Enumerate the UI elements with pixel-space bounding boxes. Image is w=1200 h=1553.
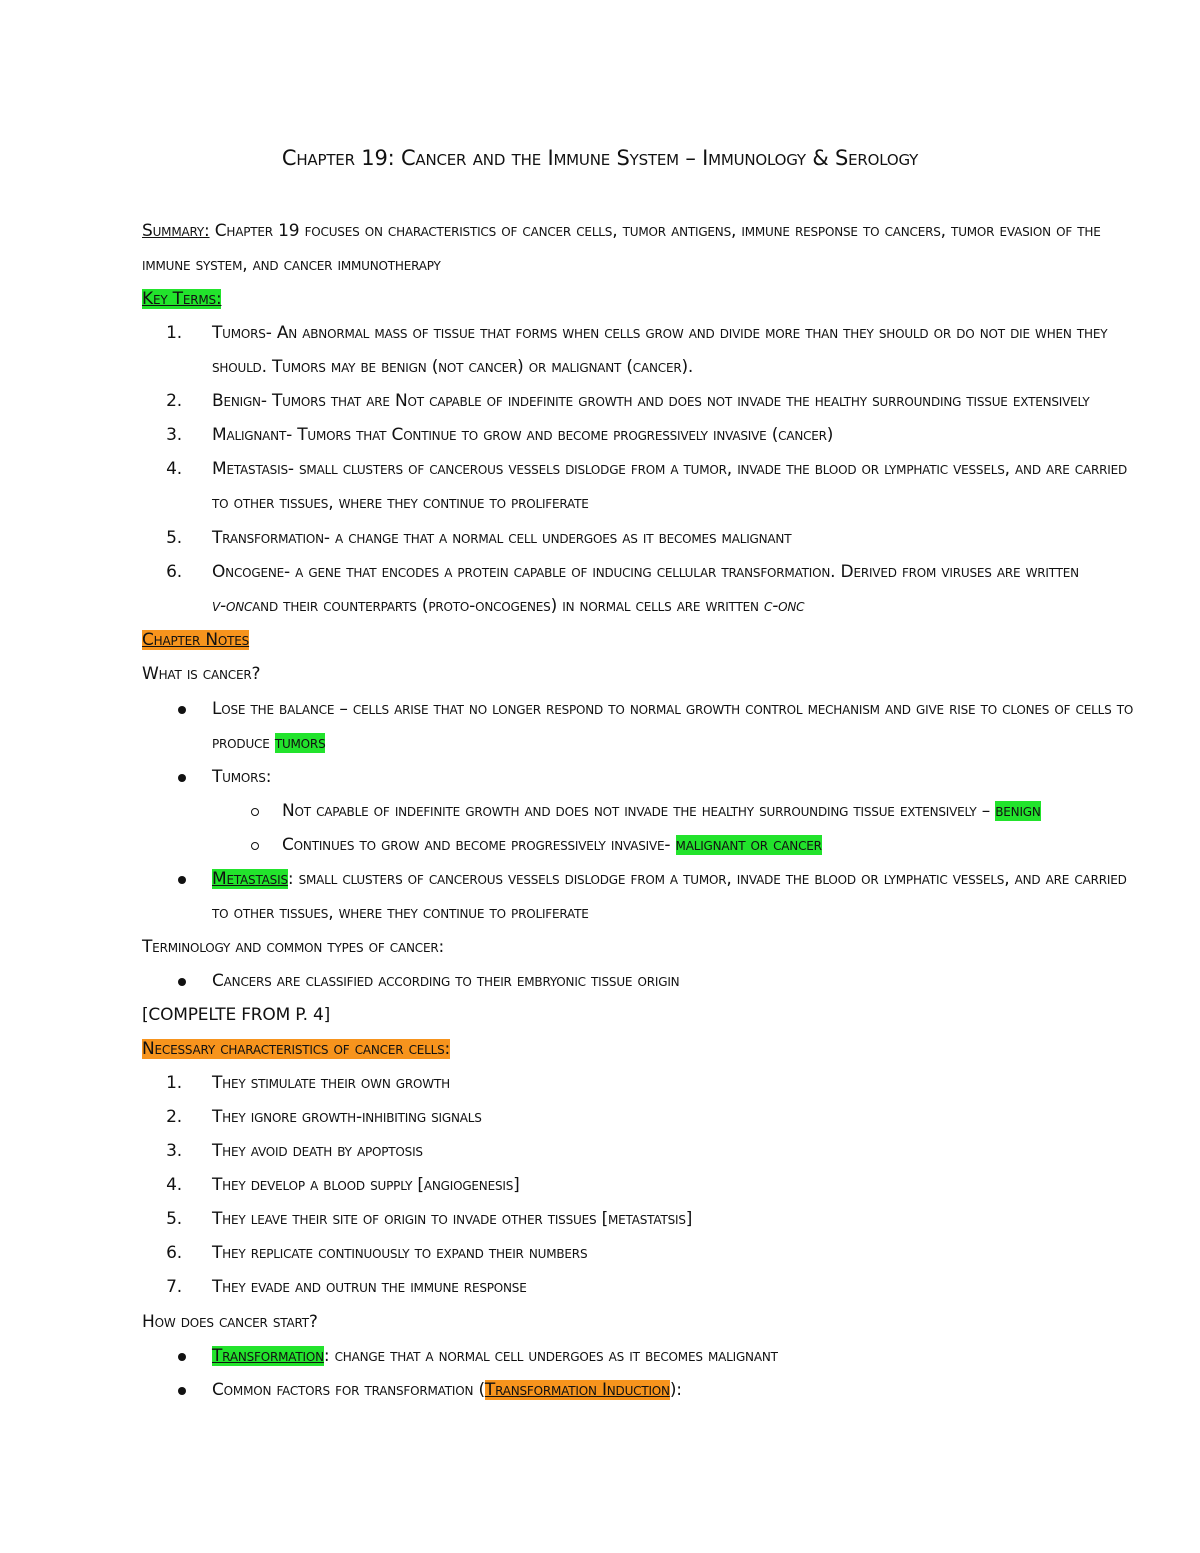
note-tumors: Tumors:: [212, 767, 272, 787]
bullet-icon: [178, 706, 186, 714]
complete-note: [COMPELTE FROM P. 4]: [142, 1005, 331, 1025]
cancer-start-question: How does cancer start?: [142, 1312, 318, 1332]
note-metastasis-line-2: to other tissues, where they continue to proliferate: [212, 903, 589, 923]
key-term-1-cont: should. Tumors may be benign (not cancer) or malignant (cancer).: [212, 357, 694, 377]
page-title: Chapter 19: Cancer and the Immune System – Immunology & Serology: [281, 146, 919, 170]
bullet-icon: [178, 978, 186, 986]
note-metastasis-line-1: Metastasis: small clusters of cancerous vessels dislodge from a tumor, invade the blood or lymphatic vessels, and are carried: [212, 869, 1127, 889]
terminology-question: Terminology and common types of cancer:: [142, 937, 444, 957]
bullet-icon: [178, 774, 186, 782]
key-term-6-cont: v-oncand their counterparts (proto-oncogenes) in normal cells are written c-onc: [212, 596, 805, 616]
note-transformation-factors: Common factors for transformation (Transformation Induction):: [212, 1380, 682, 1400]
key-term-4-cont: to other tissues, where they continue to proliferate: [212, 493, 589, 513]
characteristics-heading: Necessary characteristics of cancer cells:: [142, 1039, 451, 1059]
note-benign: Not capable of indefinite growth and does not invade the healthy surrounding tissue extensively – benign: [282, 801, 1041, 821]
circle-bullet-icon: [251, 842, 259, 850]
bullet-icon: [178, 1353, 186, 1361]
note-balance-line-2: produce tumors: [212, 733, 326, 753]
summary-label: Summary:: [142, 221, 210, 241]
note-classified: Cancers are classified according to their embryonic tissue origin: [212, 971, 680, 991]
note-malignant: Continues to grow and become progressively invasive- malignant or cancer: [282, 835, 822, 855]
circle-bullet-icon: [251, 808, 259, 816]
note-balance-line-1: Lose the balance – cells arise that no longer respond to normal growth control mechanism and give rise to clones of cells to: [212, 699, 1134, 719]
document-page: Chapter 19: Cancer and the Immune System – Immunology & Serology Summary: Chapter 19 focuses on characteristics of cancer cells, tumor antigens, immune response to cancers, tumor evasion of the immune system, and cancer immunotherapy Key Terms: 1. Tumors- An abnormal mass of tissue that forms when cells grow and divide more than they should or do not die when they should. Tumors may be benign (not cancer) or malignant (cancer). 2. Benign- Tumors that are Not capable of indefinite growth and does not invade the healthy surrounding tissue extensively 3. Malignant- Tumors that Continue to grow and become progressively invasive (cancer) 4. Metastasis- small clusters of cancerous vessels dislodge from a tumor, invade the blood or lymphatic vessels, and are carried to other tissues, where they continue to proliferate 5. Transformation- a change that a normal cell undergoes as it becomes malignant 6. Oncogene- a gene that encodes a protein capable of inducing cellular transformation. Derived from viruses are written v-oncand their counterparts (proto-oncogenes) in normal cells are written c-onc Chapter Notes What is cancer? Lose the balance – cells arise that no longer respond to normal growth control mechanism and give rise to clones of cells to produce tumors Tumors: Not capable of indefinite growth and does not invade the healthy surrounding tissue extensively – benign Continues to grow and become progressively invasive- malignant or cancer Metastasis: small clusters of cancerous vessels dislodge from a tumor, invade the blood or lymphatic vessels, and are carried to other tissues, where they continue to proliferate Terminology and common types of cancer: Cancers are classified according to their embryonic tissue origin [COMPELTE FROM P. 4] Necessary characteristics of cancer cells: 1. They stimulate their own growth 2. They ignore growth-inhibiting signals 3. They avoid death by apoptosis 4. They develop a blood supply [angiogenesis] 5. They leave their site of origin to invade other tissues [metastatsis] 6. They replicate continuously to expand their numbers 7. They evade and outrun the immune response How does cancer start? Transformation: change that a normal cell undergoes as it becomes malignant Common factors for transformation (Transformation Induction):: [0, 0, 1200, 1553]
summary-line-1: [142, 219, 1101, 243]
note-transformation: Transformation: change that a normal cell undergoes as it becomes malignant: [212, 1346, 778, 1366]
bullet-icon: [178, 1387, 186, 1395]
summary-text-1: Chapter 19 focuses on characteristics of cancer cells, tumor antigens, immune response to cancers, tumor evasion of the: [209, 221, 1101, 241]
what-is-cancer-question: What is cancer?: [142, 664, 261, 684]
bullet-icon: [178, 876, 186, 884]
key-terms-heading: Key Terms:: [142, 289, 222, 309]
chapter-notes-heading: Chapter Notes: [142, 630, 250, 650]
summary-line-2: immune system, and cancer immunotherapy: [142, 255, 441, 275]
